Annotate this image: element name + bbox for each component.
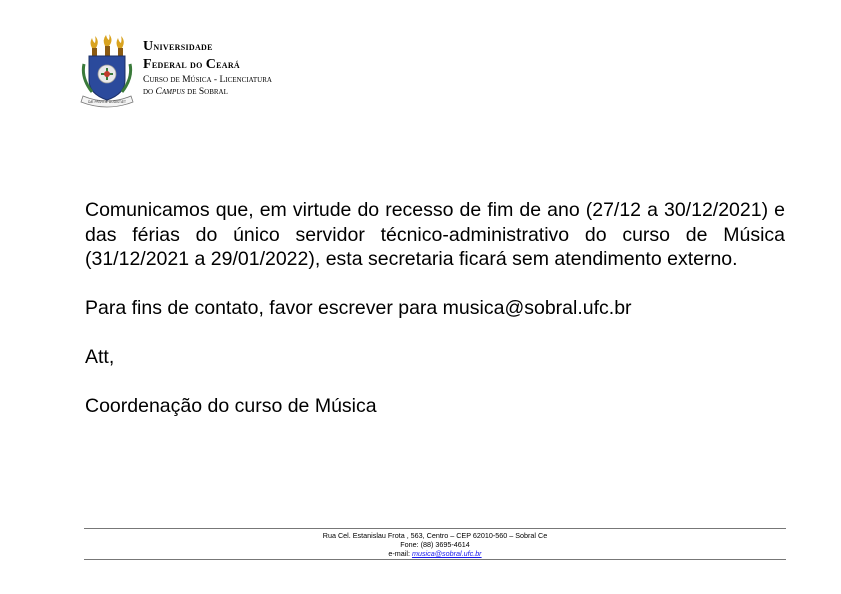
institution-name <box>143 38 272 98</box>
signature: Coordenação do curso de Música <box>85 395 377 417</box>
notice-paragraph-1: Comunicamos que, em virtude do recesso de fim de ano (27/12 a 30/12/2021) e das férias do único servidor técnico-administrativo do curso de Música (31/12/2021 a 29/01/2022), esta secretaria ficará sem atendimento externo. <box>85 199 785 270</box>
notice-body <box>85 198 785 419</box>
footer-email-line: e-mail: musica@sobral.ufc.br <box>388 549 482 558</box>
footer <box>84 528 786 560</box>
campus-name: do Campus de Sobral <box>143 87 228 97</box>
closing-salutation: Att, <box>85 346 115 368</box>
footer-address: Rua Cel. Estanislau Frota , 563, Centro – CEP 62010-560 – Sobral Ce <box>322 531 548 540</box>
institution-line-1: Universidade <box>143 39 213 54</box>
letterhead <box>80 34 272 108</box>
course-name: Curso de Música - Licenciatura <box>143 75 272 85</box>
svg-text:DÆ PRIVITÆ DUDISTÆT: DÆ PRIVITÆ DUDISTÆT <box>87 100 127 104</box>
contact-paragraph: Para fins de contato, favor escrever para musica@sobral.ufc.br <box>85 297 632 319</box>
institution-line-2: Federal do Ceará <box>143 57 240 72</box>
email-link[interactable]: musica@sobral.ufc.br <box>411 549 482 558</box>
footer-phone: Fone: (88) 3695-4614 <box>400 540 470 549</box>
university-crest-icon <box>80 34 134 108</box>
